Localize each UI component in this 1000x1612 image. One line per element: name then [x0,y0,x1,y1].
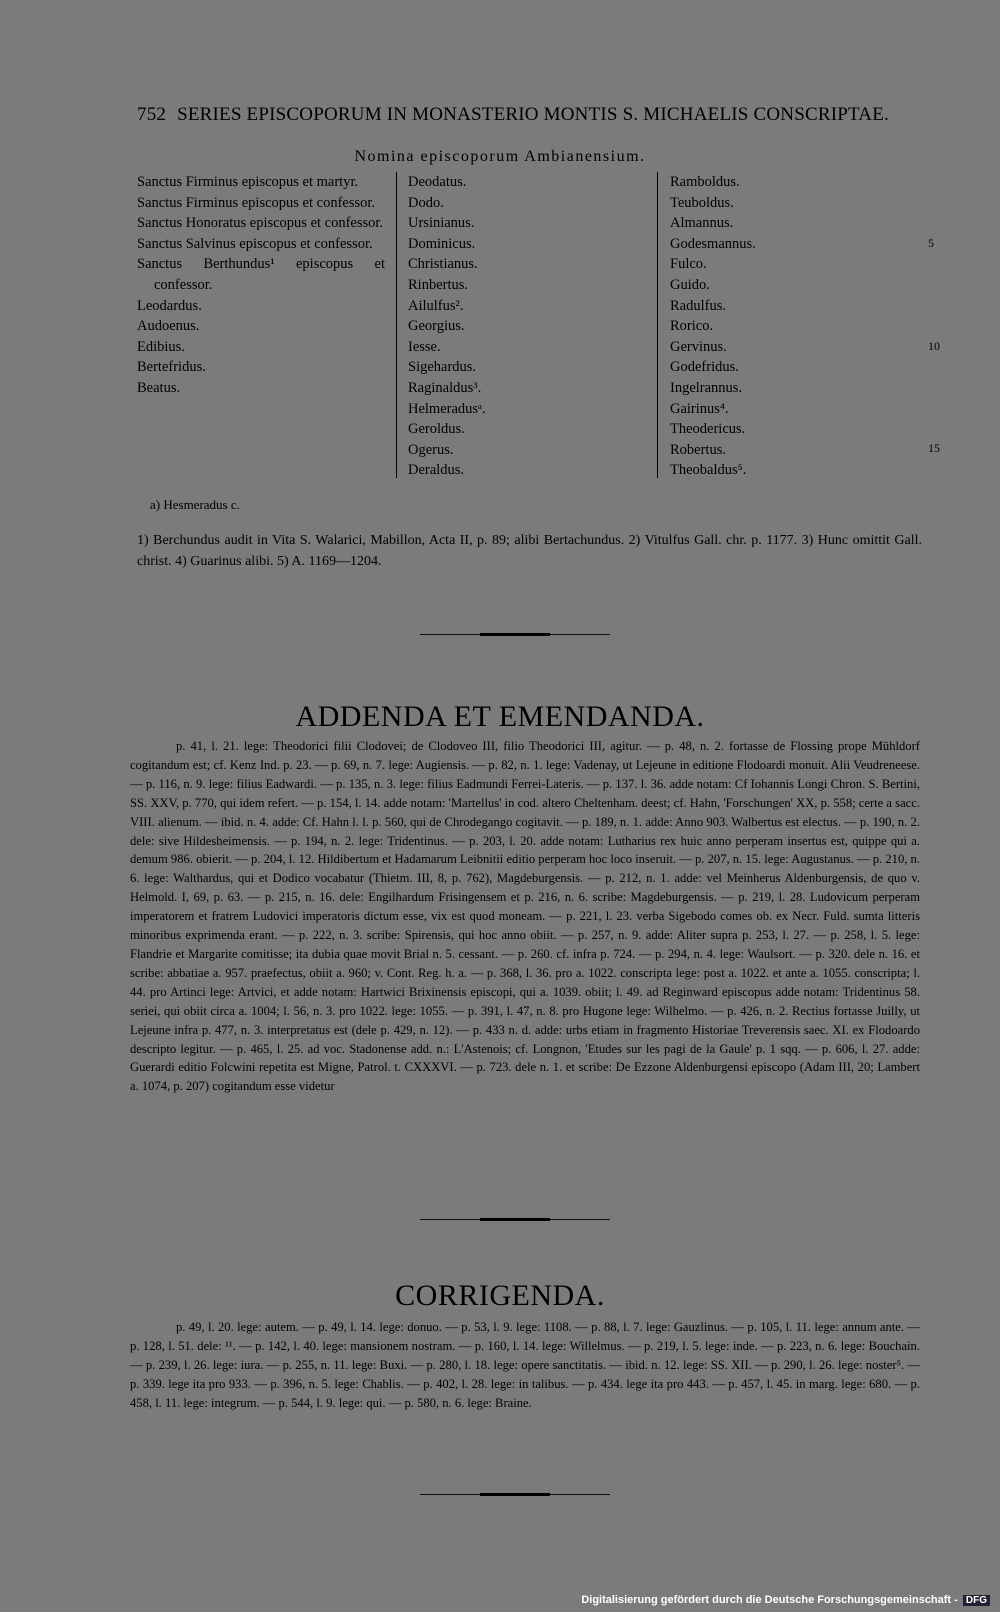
list-item: Ramboldus. [670,174,740,190]
list-item: Theobaldus⁵. [670,462,747,479]
list-item: Ogerus. [408,441,454,458]
list-item: Guido. [670,276,710,293]
line-number: 10 [928,339,940,353]
corrigenda-text: p. 49, l. 20. lege: autem. — p. 49, l. 14. lege: donuo. — p. 53, l. 9. lege: 1108. — p. 88, l. 7. lege: Gauzlinus. — p. 105, l. 11. lege: annum ante. — p. 128, l. 51. dele: ¹¹. — p. 142, l. 40. lege: mansionem nostram. — p. 160, l. 14. lege: Willelmus. — p. 219, l. 5. lege: inde. — p. 223, n. 6. lege: Bouchain. — p. 239, l. 26. lege: iura. — p. 255, n. 11. lege: Buxi. — p. 280, l. 18. lege: opere sanctitatis. — ibid. n. 12. lege: SS. XII. — p. 290, l. 26. lege: noster⁵. — p. 339. lege ita pro 933. — p. 396, n. 5. lege: Chablis. — p. 402, l. 28. lege: in talibus. — p. 434. lege ita pro 443. — p. 457, l. 45. in marg. lege: 680. — p. 458, l. 11. lege: integrum. — p. 544, l. 9. lege: qui. — p. 580, n. 6. lege: Braine. [130,1320,920,1410]
list-item: Theodericus. [670,421,746,438]
addenda-text: p. 41, l. 21. lege: Theodorici filii Clodovei; de Clodoveo III, filio Theodorici III, agitur. — p. 48, n. 2. fortasse de Flossing prope Mühldorf cogitandum est; cf. Kenz Ind. p. 23. — p. 69, n. 7. lege: Augiensis. — p. 82, n. 1. lege: Vadenay, ut Lejeune in editione Flodoardi monuit. Alii Veudreneese. — p. 116, n. 9. lege: filius Eadwardi. — p. 135, n. 3. lege: filius Eadmundi Ferrei-Lateris. — p. 137. l. 36. adde notam: Cf Iohannis Longi Chron. S. Bertini, SS. XXV, p. 770, qui idem refert. — p. 154, l. 14. adde notam: 'Martellus' in cod. altero Cheltenham. deest; cf. Hahn, 'Forschungen' XX, p. 558; certe a sacc. VIII. alienum. — ibid. n. 4. adde: Cf. Hahn l. l. p. 560, qui de Chrodegango cogitavit. — p. 189, n. 1. adde: Anno 903. Walbertus est electus. — p. 190, n. 2. dele: sive Hildesheimensis. — p. 194, n. 2. lege: Tridentinus. — p. 203, l. 20. adde notam: Lutharius rex huic anno perperam insertus est, quippe qui a. demum 986. obierit. — p. 204, l. 12. Hildibertum et Hadamarum Leibnitii editio perperam hoc loco inseruit. — p. 207, n. 15. lege: Augustanus. — p. 210, n. 6. lege: Walthardus, qui et Dodico vocabatur (Thietm. III, 8, p. 762), Magdeburgensis. — p. 212, n. 1. adde: vel Meinherus Aldenburgensis, de quo v. Helmold. I, 69, p. 63. — p. 215, n. 16. dele: Engilhardum Frisingensem et p. 216, n. 6. scribe: Magdeburgensis. — p. 219, l. 28. Ludovicum perperam imperatorem et fratrem Ludovici imperatoris dictum esse, vix est quod moneam. — p. 221, l. 23. verba Sigebodo comes ob. ex Necr. Fuld. sumta litteris minoribus exprimenda erant. — p. 222, n. 3. scribe: Spirensis, qui hoc anno obiit. — p. 257, n. 9. adde: Aliter supra p. 253, l. 27. — p. 258, l. 5. lege: Flandrie et Margarite comitisse; ita dubia quae movit Brial n. 5. cessant. — p. 260. cf. infra p. 724. — p. 294, n. 4. lege: Waulsort. — p. 320. dele n. 16. et scribe: abbatiae a. 957. praefectus, obiit a. 960; v. Cont. Reg. h. a. — p. 368, l. 36. pro a. 1022. conscripta lege: post a. 1022. et ante a. 1055. conscripta; l. 44. pro Artinci lege: Artvici, et adde notam: Hartwici Brixinensis episcopi, qui a. 1039. obiit; l. 49. ad Reginward episcopus adde notam: Tridentinus 58. seriei, qui obiit circa a. 1004; l. 56, n. 3. pro 1022. lege: 1055. — p. 391, l. 47, n. 8. pro Hugone lege: Wilhelmo. — p. 426, n. 2. Rectius fortasse Juilly, ut Lejeune infra p. 477, n. 3. interpretatus est (dele p. 429, n. 12). — p. 433 n. d. adde: urbs etiam in fragmento Historiae Treverensis saec. XI. ex Flodoardo descripto legitur. — p. 465, l. 25. ad voc. Stadonense add. n.: L'Astenois; cf. Longnon, 'Etudes sur les pagi de la Gaule' p. 1 sqq. — p. 606, l. 27. adde: Guerardi editio Folcwini repetita est Migne, Patrol. t. CXXXVI. — p. 723. dele n. 1. et scribe: De Ezzone Aldenburgensi episcopo (Adam III, 20; Lambert a. 1074, p. 207) cogitandum esse videtur [130,739,920,1094]
list-item: Iesse. [408,338,441,355]
list-item: Sanctus Firminus episcopus et martyr. [137,174,359,190]
running-title: SERIES EPISCOPORUM IN MONASTERIO MONTIS S. MICHAELIS CONSCRIPTAE. [177,104,889,125]
credit-text: Digitalisierung gefördert durch die Deutsche Forschungsgemeinschaft - [581,1594,958,1606]
digitization-credit [581,1594,990,1606]
list-item: Georgius. [408,318,465,335]
bishops-column-1 [137,172,385,399]
critical-note: a) Hesmeradus c. [150,497,240,512]
list-item: Deodatus. [408,174,467,190]
ornamental-divider [420,1494,610,1495]
list-item: Rinbertus. [408,276,469,293]
footnotes: 1) Berchundus audit in Vita S. Walarici, Mabillon, Acta II, p. 89; alibi Bertachundus. 2) Vitulfus Gall. chr. p. 1177. 3) Hunc omittit Gall. christ. 4) Guarinus alibi. 5) A. 1169—1204. [137,533,922,569]
list-item: Beatus. [137,379,181,396]
ornamental-divider [420,1219,610,1220]
list-item: Sanctus Honoratus episcopus et confessor. [137,215,384,232]
list-item: Gairinus⁴. [670,400,729,417]
list-item: Raginaldus³. [408,379,482,396]
dfg-logo: DFG [963,1595,990,1606]
list-item: Deraldus. [408,462,464,479]
column-divider [657,172,658,478]
list-item: Dominicus. [408,235,476,252]
list-item: Sigehardus. [408,359,477,376]
list-item: Fulco. [670,256,707,273]
list-item: Geroldus. [408,421,465,438]
list-item: Dodo. [408,194,444,211]
line-number: 5 [928,236,934,250]
list-item: Edibius. [137,338,185,355]
list-item: Teuboldus. [670,194,734,211]
column-divider [396,172,397,478]
list-item: Sanctus Salvinus episcopus et confessor. [137,235,373,252]
list-item: Godesmannus. [670,235,756,252]
list-item: Audoenus. [137,318,200,335]
ornamental-divider [420,634,610,635]
list-item: Gervinus. [670,338,727,355]
list-item: Almannus. [670,215,734,232]
list-item: Robertus. [670,441,726,458]
line-number: 15 [928,441,940,455]
list-item: Bertefridus. [137,359,206,376]
list-item: Leodardus. [137,297,202,314]
list-item: Ailulfus². [408,297,464,314]
list-item: Ursinianus. [408,215,475,232]
list-item: Helmeradusᵃ. [408,400,486,417]
list-item: Radulfus. [670,297,726,314]
bishops-column-2 [408,172,648,481]
list-item: Sanctus Berthundus¹ episcopus et confessor. [137,256,385,293]
running-head [137,104,922,126]
list-title: Nomina episcoporum Ambianensium. [354,148,646,165]
list-item: Christianus. [408,256,478,273]
list-item: Ingelrannus. [670,379,743,396]
addenda-title: ADDENDA ET EMENDANDA. [295,700,705,733]
list-item: Rorico. [670,318,714,335]
page-number: 752 [137,104,167,125]
list-item: Sanctus Firminus episcopus et confessor. [137,194,376,211]
list-item: Godefridus. [670,359,739,376]
corrigenda-title: CORRIGENDA. [395,1279,605,1312]
bishops-column-3 [670,172,870,481]
